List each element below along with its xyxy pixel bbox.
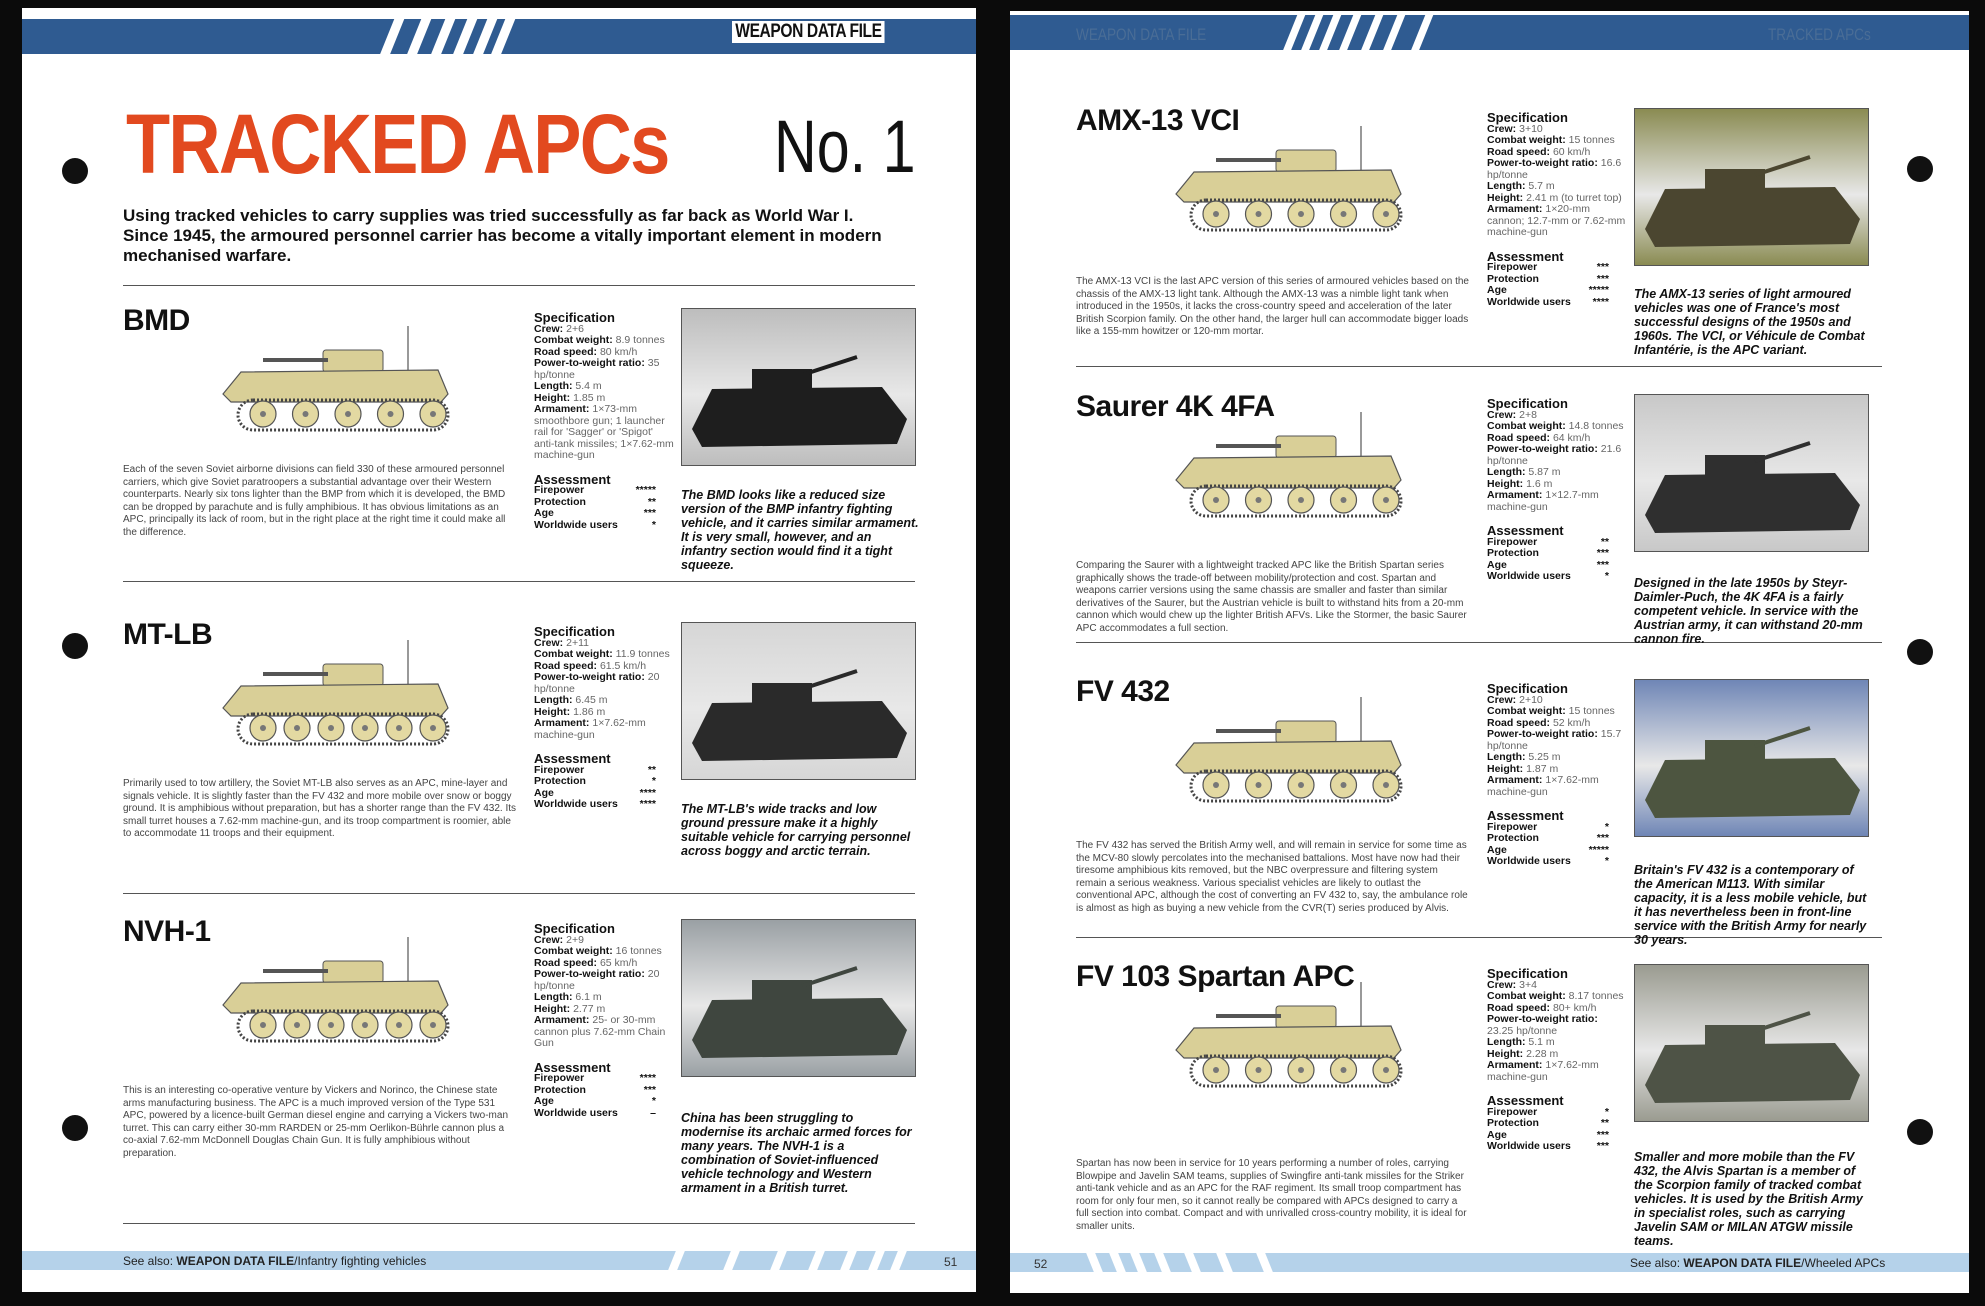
rating-stars: ***** <box>635 484 656 496</box>
photo-caption: Designed in the late 1950s by Steyr-Daimler-Puch, the 4K 4FA is a fairly competent vehicle. In service with the Austrian army, it can withstand 20-mm cannon fire. <box>1634 576 1863 646</box>
vehicle-entry <box>123 304 923 584</box>
vehicle-description: The AMX-13 VCI is the last APC version of this series of armoured vehicles based on the chassis of the AMX-13 light tank. Although the AMX-13 was a nimble light tank when introduced in the 1950s, it lacks the cross-country speed and acceleration of the later British Scorpion family. On the other hand, the larger hull can accommodate bigger loads like a 155-mm howitzer or 120-mm mortar. <box>1076 276 1469 337</box>
assessment-block <box>534 1059 674 1120</box>
rating-stars: *** <box>1596 272 1609 285</box>
spec-label: Crew: <box>1487 408 1517 421</box>
spec-value: 1.85 m <box>573 391 606 404</box>
spec-label: Power-to-weight ratio: <box>1487 157 1598 169</box>
specification-heading: Specification <box>1487 681 1568 696</box>
spec-label: Power-to-weight ratio: <box>1487 443 1598 455</box>
assessment-label: Protection <box>534 495 586 508</box>
vehicle-entry <box>1076 675 1876 955</box>
spec-value: 1×12.7-mm machine-gun <box>1487 489 1599 513</box>
binder-hole <box>1907 1119 1933 1145</box>
specification-block <box>534 626 674 811</box>
spec-value: 2+6 <box>566 322 584 335</box>
spec-label: Road speed: <box>1487 145 1551 158</box>
assessment-firepower <box>534 1073 656 1085</box>
vehicle-description: Each of the seven Soviet airborne divisions can field 330 of these armoured personnel carriers, which give Soviet paratroopers a substantial advantage over their Western counterparts. Nearly six tons lighter than the BMP from which it is developed, the BMD can be dropped by parachute and is fully amphibious. It has obvious limitations as an APC, principally its lack of room, but in the right place at the right time it could make all the difference. <box>123 464 506 538</box>
rating-stars: *** <box>1596 1140 1609 1152</box>
spec-power-to-weight <box>534 969 674 992</box>
rating-stars: **** <box>639 798 656 810</box>
vehicle-illustration <box>203 636 463 756</box>
spec-label: Power-to-weight ratio: <box>1487 1013 1598 1025</box>
spec-value: 25- or 30-mm cannon plus 7.62-mm Chain Gun <box>534 1014 666 1049</box>
spec-label: Power-to-weight ratio: <box>534 671 645 683</box>
assessment-label: Age <box>534 1095 554 1107</box>
specification-heading: Specification <box>534 921 615 936</box>
assessment-worldwide-users <box>534 1108 656 1120</box>
assessment-label: Protection <box>1487 1117 1539 1129</box>
specification-block <box>1487 112 1627 308</box>
spec-label: Height: <box>1487 762 1524 775</box>
spec-value: 35 hp/tonne <box>534 357 660 381</box>
spec-value: 6.45 m <box>575 694 608 706</box>
specification-block <box>534 923 674 1119</box>
spec-label: Combat weight: <box>534 648 613 660</box>
spec-label: Combat weight: <box>1487 134 1566 146</box>
rating-stars: ** <box>1600 535 1609 548</box>
specification-heading: Specification <box>1487 966 1568 981</box>
spec-value: 64 km/h <box>1552 431 1591 444</box>
spec-label: Road speed: <box>534 956 598 969</box>
rating-stars: ** <box>1600 1117 1609 1129</box>
spec-value: 3+4 <box>1519 978 1537 991</box>
vehicle-photo <box>1634 679 1869 837</box>
spec-label: Height: <box>1487 1047 1524 1060</box>
rating-stars: **** <box>639 1072 656 1084</box>
divider <box>123 285 915 286</box>
assessment-label: Worldwide users <box>1487 855 1571 867</box>
spec-value: 3+10 <box>1519 122 1543 135</box>
spec-label: Armament: <box>534 717 590 729</box>
assessment-label: Worldwide users <box>1487 570 1571 582</box>
assessment-heading: Assessment <box>1487 248 1564 264</box>
assessment-label: Worldwide users <box>534 798 618 810</box>
assessment-heading: Assessment <box>1487 808 1564 823</box>
spec-value: 80+ km/h <box>1552 1001 1597 1014</box>
assessment-label: Age <box>1487 284 1507 296</box>
spec-value: 2+11 <box>566 636 589 649</box>
spec-label: Road speed: <box>1487 1001 1551 1014</box>
spec-label: Crew: <box>534 636 564 649</box>
intro-text: Using tracked vehicles to carry supplies was tried successfully as far back as World War I. Since 1945, the armoured personnel carrier has become a vitally important element in modern mechanised warfare. <box>123 206 882 265</box>
assessment-label: Protection <box>1487 832 1539 844</box>
spec-label: Combat weight: <box>1487 420 1566 432</box>
spec-value: 2+9 <box>566 933 584 946</box>
spec-label: Combat weight: <box>1487 990 1566 1002</box>
vehicle-name: Saurer 4K 4FA <box>1076 390 1275 423</box>
rating-stars: *** <box>643 507 656 519</box>
spec-armament <box>534 718 674 741</box>
photo-caption: The BMD looks like a reduced size version of the BMP infantry fighting vehicle, and it carries similar armament. It is very small, however, and an infantry section would find it a tight squeeze. <box>681 488 919 572</box>
assessment-label: Worldwide users <box>1487 295 1571 308</box>
spec-power-to-weight <box>1487 729 1627 752</box>
spec-power-to-weight <box>534 672 674 695</box>
vehicle-photo <box>681 308 916 466</box>
assessment-protection <box>1487 548 1609 560</box>
see-also-bold: WEAPON DATA FILE <box>176 1254 295 1268</box>
spec-armament <box>1487 775 1627 798</box>
spec-value: 5.7 m <box>1528 180 1555 192</box>
assessment-block <box>534 753 674 811</box>
spec-label: Length: <box>1487 466 1526 478</box>
spec-armament <box>534 404 674 462</box>
spec-value: 15 tonnes <box>1568 705 1615 717</box>
rating-stars: * <box>651 775 656 787</box>
rating-stars: *** <box>1596 261 1609 273</box>
specification-block <box>1487 968 1627 1153</box>
vehicle-entry <box>1076 960 1876 1248</box>
vehicle-entry <box>1076 104 1876 384</box>
spec-label: Height: <box>534 705 571 718</box>
vehicle-illustration <box>1156 978 1416 1098</box>
see-also-link[interactable] <box>1630 1256 1885 1270</box>
vehicle-description: Comparing the Saurer with a lightweight tracked APC like the British Spartan series graphically shows the trade-off between mobility/protection and cost. Spartan and weapons carrier versions using the same chassis are smaller and faster than similar derivatives of the Saurer, but the Austrian vehicle is built to withstand hits from a 20-mm cannon which would chew up the lighter British AFVs. Like the Stormer, the basic Saurer APC accommodates a full section. <box>1076 560 1467 634</box>
spec-value: 1×7.62-mm machine-gun <box>1487 774 1599 798</box>
rating-stars: * <box>1604 855 1609 867</box>
spec-label: Armament: <box>1487 1059 1543 1071</box>
spec-label: Armament: <box>1487 489 1543 501</box>
assessment-label: Age <box>534 786 554 799</box>
spec-power-to-weight <box>1487 158 1627 181</box>
spec-label: Crew: <box>534 322 564 335</box>
spec-label: Crew: <box>1487 693 1517 706</box>
photo-caption: China has been struggling to modernise its archaic armed forces for many years. The NVH-1 is a combination of Soviet-influenced vehicle technology and Western armament in a British turret. <box>681 1111 912 1195</box>
rating-stars: ** <box>647 763 656 776</box>
rating-stars: * <box>1604 1105 1609 1118</box>
assessment-label: Firepower <box>1487 535 1538 548</box>
see-also-link[interactable] <box>123 1254 426 1268</box>
assessment-label: Protection <box>534 775 586 787</box>
assessment-heading: Assessment <box>534 751 611 766</box>
assessment-block <box>1487 1095 1627 1153</box>
rating-stars: **** <box>1592 295 1609 308</box>
vehicle-name: MT-LB <box>123 618 213 651</box>
specification-block <box>534 312 674 531</box>
spec-label: Power-to-weight ratio: <box>1487 728 1598 740</box>
rating-stars: ***** <box>1588 843 1609 856</box>
specification-heading: Specification <box>534 624 615 639</box>
spec-label: Length: <box>534 991 573 1003</box>
header-title: WEAPON DATA FILE <box>732 21 885 43</box>
assessment-label: Firepower <box>534 484 585 496</box>
assessment-worldwide-users <box>1487 297 1609 309</box>
specification-block <box>1487 683 1627 868</box>
assessment-label: Worldwide users <box>534 1106 618 1119</box>
assessment-label: Age <box>1487 843 1507 856</box>
binder-hole <box>62 158 88 184</box>
vehicle-illustration <box>203 322 463 442</box>
vehicle-name: AMX-13 VCI <box>1076 104 1240 137</box>
spec-armament <box>1487 204 1627 239</box>
assessment-heading: Assessment <box>534 471 611 487</box>
photo-caption: Smaller and more mobile than the FV 432, the Alvis Spartan is a member of the Scorpion family of tracked combat vehicles. It is used by the British Army in specialist roles, such as carrying Javelin SAM or MILAN ATGW missile teams. <box>1634 1150 1863 1248</box>
header-left-text: WEAPON DATA FILE <box>1076 25 1207 44</box>
spec-armament <box>1487 490 1627 513</box>
spec-label: Armament: <box>1487 774 1543 786</box>
spec-label: Height: <box>534 391 571 404</box>
photo-caption: The MT-LB's wide tracks and low ground pressure make it a highly suitable vehicle for carrying personnel across boggy and arctic terrain. <box>681 802 911 858</box>
spec-value: 61.5 km/h <box>599 659 647 672</box>
vehicle-photo <box>1634 964 1869 1122</box>
specification-heading: Specification <box>1487 396 1568 411</box>
rating-stars: ***** <box>1588 284 1609 296</box>
vehicle-illustration <box>1156 408 1416 528</box>
assessment-block <box>1487 248 1627 309</box>
spec-label: Armament: <box>534 1014 590 1026</box>
spec-label: Road speed: <box>1487 431 1551 444</box>
spec-value: 5.25 m <box>1528 751 1561 763</box>
spec-value: 5.4 m <box>575 380 602 392</box>
spec-power-to-weight <box>534 358 674 381</box>
vehicle-illustration <box>1156 693 1416 813</box>
assessment-label: Firepower <box>1487 261 1538 273</box>
rating-stars: *** <box>1596 547 1609 559</box>
spec-value: 2+8 <box>1519 408 1537 421</box>
rating-stars: *** <box>1596 832 1609 844</box>
spec-value: 8.9 tonnes <box>615 334 665 346</box>
assessment-worldwide-users <box>534 799 656 811</box>
vehicle-entry <box>123 618 923 898</box>
rating-stars: * <box>1604 820 1609 833</box>
assessment-label: Firepower <box>1487 1105 1538 1118</box>
see-also-bold: WEAPON DATA FILE <box>1683 1256 1802 1270</box>
assessment-protection <box>1487 1118 1609 1130</box>
spec-label: Height: <box>1487 191 1524 204</box>
rating-stars: *** <box>643 1083 656 1096</box>
assessment-worldwide-users <box>1487 571 1609 583</box>
see-also-prefix: See also: <box>123 1254 177 1268</box>
spec-value: 11.9 tonnes <box>615 648 670 660</box>
rating-stars: * <box>651 518 656 531</box>
assessment-protection <box>1487 833 1609 845</box>
assessment-block <box>534 471 674 532</box>
assessment-label: Protection <box>1487 272 1539 285</box>
spec-label: Length: <box>534 380 573 392</box>
page-title: TRACKED APCs <box>126 97 669 191</box>
spec-label: Road speed: <box>534 659 598 672</box>
binder-hole <box>1907 639 1933 665</box>
right-page <box>1010 11 1969 1293</box>
rating-stars: **** <box>639 786 656 799</box>
assessment-label: Age <box>534 507 554 519</box>
see-also-suffix: /Wheeled APCs <box>1801 1256 1886 1270</box>
spec-value: 6.1 m <box>575 991 602 1003</box>
rating-stars: – <box>650 1106 656 1119</box>
spec-value: 1.87 m <box>1526 762 1559 775</box>
rating-stars: *** <box>1596 558 1609 571</box>
vehicle-description: Primarily used to tow artillery, the Soviet MT-LB also serves as an APC, mine-layer and signals vehicle. It is slightly faster than the FV 432 and more mobile over snow or boggy ground. It is amphibious without preparation, but has a shorter range than the FV 432. Its small turret houses a 7.62-mm machine-gun, and its troop compartment is roomier, able to accommodate 11 troops and their equipment. <box>123 778 517 839</box>
spec-label: Length: <box>534 694 573 706</box>
assessment-label: Worldwide users <box>1487 1140 1571 1152</box>
see-also-prefix: See also: <box>1630 1256 1684 1270</box>
spec-label: Combat weight: <box>1487 705 1566 717</box>
spec-label: Combat weight: <box>534 945 613 957</box>
spec-value: 1×20-mm cannon; 12.7-mm or 7.62-mm machine-gun <box>1487 203 1626 238</box>
spec-value: 52 km/h <box>1552 716 1591 729</box>
assessment-age <box>534 1096 656 1108</box>
vehicle-name: FV 432 <box>1076 675 1170 708</box>
spec-label: Height: <box>534 1002 571 1015</box>
spec-value: 8.17 tonnes <box>1568 990 1624 1002</box>
assessment-label: Protection <box>534 1083 586 1096</box>
spec-label: Armament: <box>1487 203 1543 215</box>
assessment-worldwide-users <box>1487 1141 1609 1153</box>
vehicle-photo <box>681 622 916 780</box>
spec-value: 80 km/h <box>599 345 638 358</box>
spec-value: 1×73-mm smoothbore gun; 1 launcher rail for 'Sagger' or 'Spigot' anti-tank missiles; 1×7.62-mm machine-gun <box>534 403 674 461</box>
vehicle-name: NVH-1 <box>123 915 211 948</box>
spec-label: Road speed: <box>534 345 598 358</box>
photo-caption: The AMX-13 series of light armoured vehicles was one of France's most successful designs of the 1950s and 1960s. The VCI, or Véhicule de Combat Infantérie, is the APC variant. <box>1634 287 1865 357</box>
spec-label: Combat weight: <box>534 334 613 346</box>
specification-heading: Specification <box>1487 110 1568 125</box>
spec-value: 65 km/h <box>599 956 638 969</box>
spec-value: 5.87 m <box>1528 466 1561 478</box>
assessment-age <box>1487 285 1609 297</box>
spec-value: 2.77 m <box>573 1002 606 1015</box>
assessment-age <box>534 508 656 520</box>
spec-label: Length: <box>1487 751 1526 763</box>
spec-label: Power-to-weight ratio: <box>534 968 645 980</box>
assessment-heading: Assessment <box>1487 1093 1564 1108</box>
page-number: 52 <box>1034 1257 1048 1271</box>
assessment-heading: Assessment <box>1487 523 1564 538</box>
spec-value: 23.25 hp/tonne <box>1487 1024 1558 1037</box>
assessment-block <box>1487 810 1627 868</box>
spec-value: 20 hp/tonne <box>534 968 660 992</box>
spec-value: 1×7.62-mm machine-gun <box>534 717 646 741</box>
vehicle-photo <box>1634 108 1869 266</box>
spec-value: 15 tonnes <box>1568 134 1615 146</box>
spec-label: Road speed: <box>1487 716 1551 729</box>
spec-value: 5.1 m <box>1528 1036 1555 1048</box>
rating-stars: * <box>1604 570 1609 582</box>
issue-number: No. 1 <box>774 105 916 188</box>
assessment-label: Age <box>1487 558 1507 571</box>
vehicle-name: BMD <box>123 304 190 337</box>
spec-power-to-weight <box>1487 1014 1627 1037</box>
spec-armament <box>1487 1060 1627 1083</box>
specification-heading: Specification <box>534 310 615 325</box>
spec-label: Crew: <box>534 933 564 946</box>
assessment-worldwide-users <box>1487 856 1609 868</box>
assessment-label: Protection <box>1487 547 1539 559</box>
spec-label: Length: <box>1487 180 1526 192</box>
photo-caption: Britain's FV 432 is a contemporary of the American M113. With similar capacity, it is a less mobile vehicle, but it has nevertheless been in front-line service with the British Army for nearly 30 years. <box>1634 863 1867 947</box>
spec-value: 14.8 tonnes <box>1568 420 1624 432</box>
vehicle-entry <box>123 915 923 1195</box>
rating-stars: ** <box>647 495 656 508</box>
spec-value: 60 km/h <box>1552 145 1591 158</box>
vehicle-entry <box>1076 390 1876 670</box>
spec-value: 1.6 m <box>1526 477 1553 490</box>
spec-label: Armament: <box>534 403 590 415</box>
spec-label: Crew: <box>1487 122 1517 135</box>
see-also-suffix: /Infantry fighting vehicles <box>294 1254 427 1268</box>
assessment-label: Firepower <box>534 1072 585 1084</box>
left-page <box>22 8 976 1292</box>
assessment-block <box>1487 525 1627 583</box>
vehicle-photo <box>1634 394 1869 552</box>
assessment-heading: Assessment <box>534 1059 611 1075</box>
divider <box>123 1223 915 1224</box>
vehicle-description: This is an interesting co-operative venture by Vickers and Norinco, the Chinese state arms manufacturing business. The APC is a much improved version of the Type 531 APC, powered by a licence-built German diesel engine and carrying a Vickers two-man turret. This can carry either 30-mm RARDEN or 25-mm Oerlikon-Bührle cannon plus a co-axial 7.62-mm McDonnell Douglas Chain Gun. It is fully amphibious without preparation. <box>123 1085 509 1159</box>
vehicle-description: Spartan has now been in service for 10 years performing a number of roles, carrying Blowpipe and Javelin SAM teams, supplies of Swingfire anti-tank missiles for the Striker anti-tank vehicle and as an APC for the RAF regiment. Its small troop compartment has room for only four men, so it cannot really be compared with APCs designed to carry a full section into combat. Compact and with unrivalled cross-country mobility, it is ideal for smaller units. <box>1076 1158 1467 1232</box>
binder-hole <box>62 1115 88 1141</box>
spec-value: 16.6 hp/tonne <box>1487 157 1622 181</box>
vehicle-description: The FV 432 has served the British Army well, and will remain in service for some time as the MCV-80 slowly percolates into the mechanised battalions. Most have now had their tiresome amphibious kits removed, but the NBC overpressure and filtering system remain a serious weakness. Various specialist vehicles are likely to outlast the conventional APC, although the cost of converting an FV 432 to, say, the ambulance role is almost as high as buying a new vehicle from the CVR(T) series produced by Alvis. <box>1076 840 1468 914</box>
vehicle-name: FV 103 Spartan APC <box>1076 960 1355 993</box>
spec-label: Crew: <box>1487 978 1517 991</box>
spec-value: 21.6 hp/tonne <box>1487 443 1622 467</box>
rating-stars: * <box>651 1095 656 1107</box>
assessment-worldwide-users <box>534 520 656 532</box>
assessment-label: Firepower <box>1487 820 1538 833</box>
rating-stars: *** <box>1596 1128 1609 1141</box>
page-number: 51 <box>944 1255 958 1269</box>
binder-hole <box>62 633 88 659</box>
spec-value: 2.28 m <box>1526 1047 1559 1060</box>
spec-value: 20 hp/tonne <box>534 671 660 695</box>
spec-label: Length: <box>1487 1036 1526 1048</box>
spec-value: 2+10 <box>1519 693 1543 706</box>
specification-block <box>1487 398 1627 583</box>
spec-value: 1×7.62-mm machine-gun <box>1487 1059 1599 1083</box>
assessment-firepower <box>1487 262 1609 274</box>
assessment-label: Age <box>1487 1128 1507 1141</box>
spec-value: 2.41 m (to turret top) <box>1526 191 1622 204</box>
vehicle-illustration <box>203 933 463 1053</box>
spec-value: 1.86 m <box>573 705 606 718</box>
binder-hole <box>1907 156 1933 182</box>
assessment-label: Firepower <box>534 763 585 776</box>
spec-label: Height: <box>1487 477 1524 490</box>
header-right-text: TRACKED APCs <box>1768 25 1871 44</box>
vehicle-illustration <box>1156 122 1416 242</box>
vehicle-photo <box>681 919 916 1077</box>
assessment-protection <box>534 776 656 788</box>
spec-label: Power-to-weight ratio: <box>534 357 645 369</box>
assessment-label: Worldwide users <box>534 518 618 531</box>
spec-power-to-weight <box>1487 444 1627 467</box>
spec-armament <box>534 1015 674 1050</box>
spec-value: 16 tonnes <box>615 945 662 957</box>
spec-value: 15.7 hp/tonne <box>1487 728 1622 752</box>
assessment-firepower <box>534 485 656 497</box>
